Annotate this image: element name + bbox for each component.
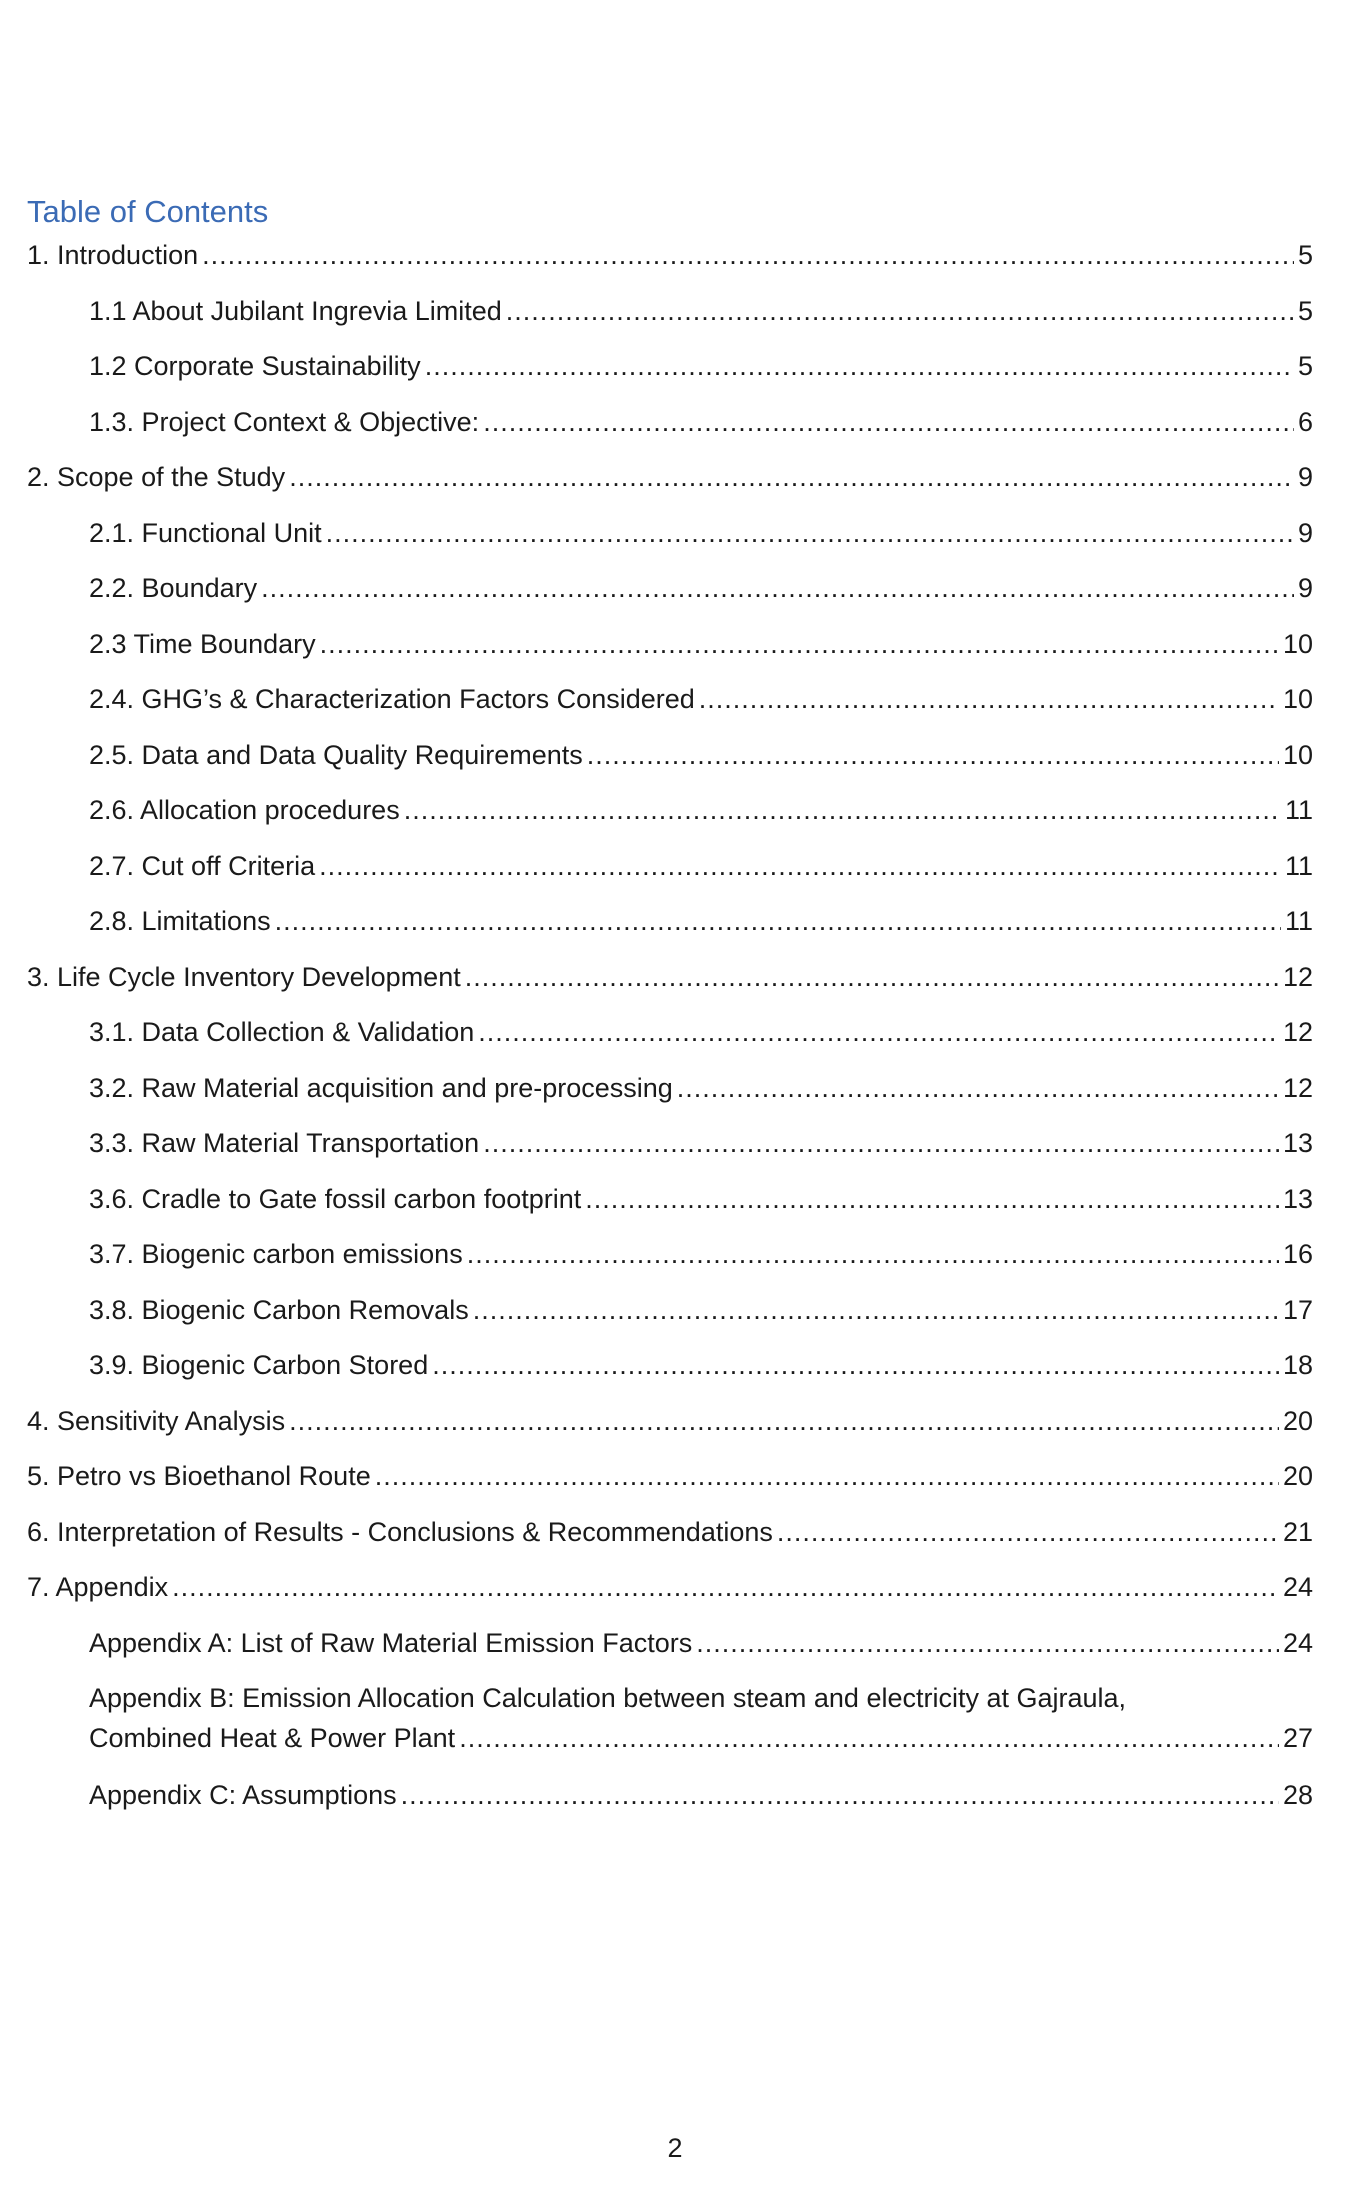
toc-entry-title: 2.2. Boundary: [89, 573, 258, 603]
page-number: 2: [667, 2133, 683, 2163]
toc-leader-dots: [202, 235, 1294, 275]
toc-entry-page: 21: [1282, 1516, 1313, 1547]
toc-entry-title: 3.1. Data Collection & Validation: [89, 1017, 475, 1047]
toc-leader-dots: [467, 1234, 1279, 1274]
toc-entry-page: 12: [1282, 1017, 1313, 1047]
toc-entry-title: 3.6. Cradle to Gate fossil carbon footprint: [89, 1183, 582, 1214]
toc-entry-time-boundary[interactable]: [27, 624, 1313, 680]
toc-entry-wrapped-title: [89, 1678, 1313, 1758]
toc-entry-page: 9: [1297, 517, 1313, 548]
toc-entry-page: 20: [1282, 1461, 1313, 1491]
toc-leader-dots: [425, 346, 1294, 386]
toc-entry-limitations[interactable]: [27, 901, 1313, 957]
toc-entry-raw-material-acquisition[interactable]: [27, 1068, 1313, 1124]
toc-leader-dots: [478, 1012, 1279, 1052]
toc-entry-introduction[interactable]: [27, 235, 1313, 291]
toc-entry-page: 5: [1297, 240, 1313, 270]
toc-entry-page: 9: [1297, 462, 1313, 492]
toc-entry-title: 3.2. Raw Material acquisition and pre-processing: [89, 1072, 673, 1103]
toc-entry-page: 11: [1284, 906, 1313, 936]
toc-entry-title: 2.8. Limitations: [89, 906, 271, 936]
toc-entry-interpretation[interactable]: [27, 1512, 1313, 1568]
toc-leader-dots: [585, 1179, 1279, 1219]
toc-entry-about-jubilant[interactable]: [27, 291, 1313, 347]
toc-leader-dots: [261, 568, 1294, 608]
toc-leader-dots: [696, 1623, 1279, 1663]
toc-entry-page: 6: [1297, 406, 1313, 437]
toc-entry-corporate-sustainability[interactable]: [27, 346, 1313, 402]
toc-entry-allocation-procedures[interactable]: [27, 790, 1313, 846]
toc-leader-dots: [401, 1775, 1279, 1815]
toc-entry-petro-vs-bioethanol[interactable]: [27, 1456, 1313, 1512]
toc-entry-title: 2.3 Time Boundary: [89, 628, 316, 659]
toc-entry-title: 6. Interpretation of Results - Conclusions & Recommendations: [27, 1516, 773, 1547]
toc-entry-appendix-c[interactable]: [27, 1775, 1313, 1831]
toc-entry-page: 28: [1282, 1780, 1313, 1810]
toc-leader-dots: [432, 1345, 1279, 1385]
toc-heading: Table of Contents: [27, 194, 269, 229]
toc-entry-biogenic-emissions[interactable]: [27, 1234, 1313, 1290]
toc-entry-biogenic-removals[interactable]: [27, 1290, 1313, 1346]
toc-leader-dots: [275, 901, 1281, 941]
toc-entry-title: 2.4. GHG’s & Characterization Factors Considered: [89, 684, 695, 714]
toc-entry-title: 3.9. Biogenic Carbon Stored: [89, 1350, 429, 1380]
toc-entry-data-collection[interactable]: [27, 1012, 1313, 1068]
toc-entry-title: 5. Petro vs Bioethanol Route: [27, 1461, 371, 1491]
toc-entry-boundary[interactable]: [27, 568, 1313, 624]
toc-entry-ghg-factors[interactable]: [27, 679, 1313, 735]
toc-entry-title: 7. Appendix: [27, 1572, 169, 1602]
toc-list: [27, 235, 1313, 1831]
toc-leader-dots: [506, 291, 1294, 331]
toc-leader-dots: [326, 513, 1294, 553]
toc-leader-dots: [465, 957, 1279, 997]
toc-entry-page: 24: [1282, 1627, 1313, 1658]
toc-entry-title: 1.2 Corporate Sustainability: [89, 351, 421, 381]
toc-leader-dots: [699, 679, 1279, 719]
toc-entry-sensitivity-analysis[interactable]: [27, 1401, 1313, 1457]
toc-entry-project-context[interactable]: [27, 402, 1313, 458]
toc-leader-dots: [483, 402, 1294, 442]
toc-entry-cradle-to-gate[interactable]: [27, 1179, 1313, 1235]
toc-entry-page: 24: [1282, 1572, 1313, 1602]
toc-entry-title: 2. Scope of the Study: [27, 462, 286, 492]
toc-entry-title: 3.3. Raw Material Transportation: [89, 1128, 480, 1158]
toc-entry-page: 5: [1297, 295, 1313, 326]
toc-entry-title-line-1: Appendix B: Emission Allocation Calculation between steam and electricity at Gajraula,: [89, 1683, 1127, 1713]
toc-entry-title: 2.1. Functional Unit: [89, 517, 322, 548]
toc-entry-title: 3.8. Biogenic Carbon Removals: [89, 1294, 469, 1325]
toc-leader-dots: [459, 1718, 1279, 1758]
toc-entry-title: Appendix C: Assumptions: [89, 1780, 397, 1810]
toc-leader-dots: [289, 457, 1294, 497]
toc-entry-page: 13: [1282, 1183, 1313, 1214]
toc-leader-dots: [320, 624, 1279, 664]
toc-entry-page: 10: [1282, 739, 1313, 770]
toc-entry-page: 27: [1282, 1723, 1313, 1753]
toc-entry-page: 5: [1297, 351, 1313, 381]
toc-leader-dots: [587, 735, 1279, 775]
toc-entry-life-cycle-inventory[interactable]: [27, 957, 1313, 1013]
toc-entry-appendix[interactable]: [27, 1567, 1313, 1623]
toc-entry-title: 3. Life Cycle Inventory Development: [27, 961, 461, 992]
toc-leader-dots: [319, 846, 1281, 886]
toc-entry-cut-off-criteria[interactable]: [27, 846, 1313, 902]
toc-entry-scope[interactable]: [27, 457, 1313, 513]
toc-entry-page: 10: [1282, 628, 1313, 659]
toc-leader-dots: [473, 1290, 1279, 1330]
toc-entry-page: 20: [1282, 1405, 1313, 1436]
toc-entry-title: 3.7. Biogenic carbon emissions: [89, 1239, 463, 1269]
toc-entry-biogenic-stored[interactable]: [27, 1345, 1313, 1401]
toc-entry-title: 2.6. Allocation procedures: [89, 795, 400, 825]
toc-entry-title: 4. Sensitivity Analysis: [27, 1405, 286, 1436]
toc-entry-last-line: [89, 1718, 1313, 1758]
toc-leader-dots: [172, 1567, 1279, 1607]
toc-entry-page: 16: [1282, 1239, 1313, 1269]
toc-entry-title-line-2: Combined Heat & Power Plant: [89, 1723, 456, 1753]
toc-leader-dots: [777, 1512, 1279, 1552]
toc-leader-dots: [404, 790, 1281, 830]
toc-entry-page: 9: [1297, 573, 1313, 603]
toc-entry-page: 11: [1284, 795, 1313, 825]
toc-leader-dots: [483, 1123, 1279, 1163]
toc-entry-title: 1.3. Project Context & Objective:: [89, 406, 480, 437]
toc-entry-appendix-a[interactable]: [27, 1623, 1313, 1679]
toc-entry-page: 17: [1282, 1294, 1313, 1325]
toc-entry-title: 1. Introduction: [27, 240, 199, 270]
toc-entry-page: 10: [1282, 684, 1313, 714]
toc-entry-page: 12: [1282, 1072, 1313, 1103]
toc-entry-appendix-b[interactable]: [27, 1678, 1313, 1775]
toc-entry-raw-material-transportation[interactable]: [27, 1123, 1313, 1179]
toc-entry-page: 11: [1284, 850, 1313, 881]
toc-entry-page: 13: [1282, 1128, 1313, 1158]
toc-entry-title: 2.7. Cut off Criteria: [89, 850, 316, 881]
toc-entry-page: 18: [1282, 1350, 1313, 1380]
toc-entry-title: 2.5. Data and Data Quality Requirements: [89, 739, 583, 770]
toc-leader-dots: [677, 1068, 1279, 1108]
toc-leader-dots: [375, 1456, 1279, 1496]
toc-entry-title: Appendix A: List of Raw Material Emission Factors: [89, 1627, 693, 1658]
toc-entry-title: 1.1 About Jubilant Ingrevia Limited: [89, 295, 502, 326]
toc-leader-dots: [289, 1401, 1279, 1441]
toc-entry-data-quality[interactable]: [27, 735, 1313, 791]
toc-entry-page: 12: [1282, 961, 1313, 992]
toc-entry-functional-unit[interactable]: [27, 513, 1313, 569]
